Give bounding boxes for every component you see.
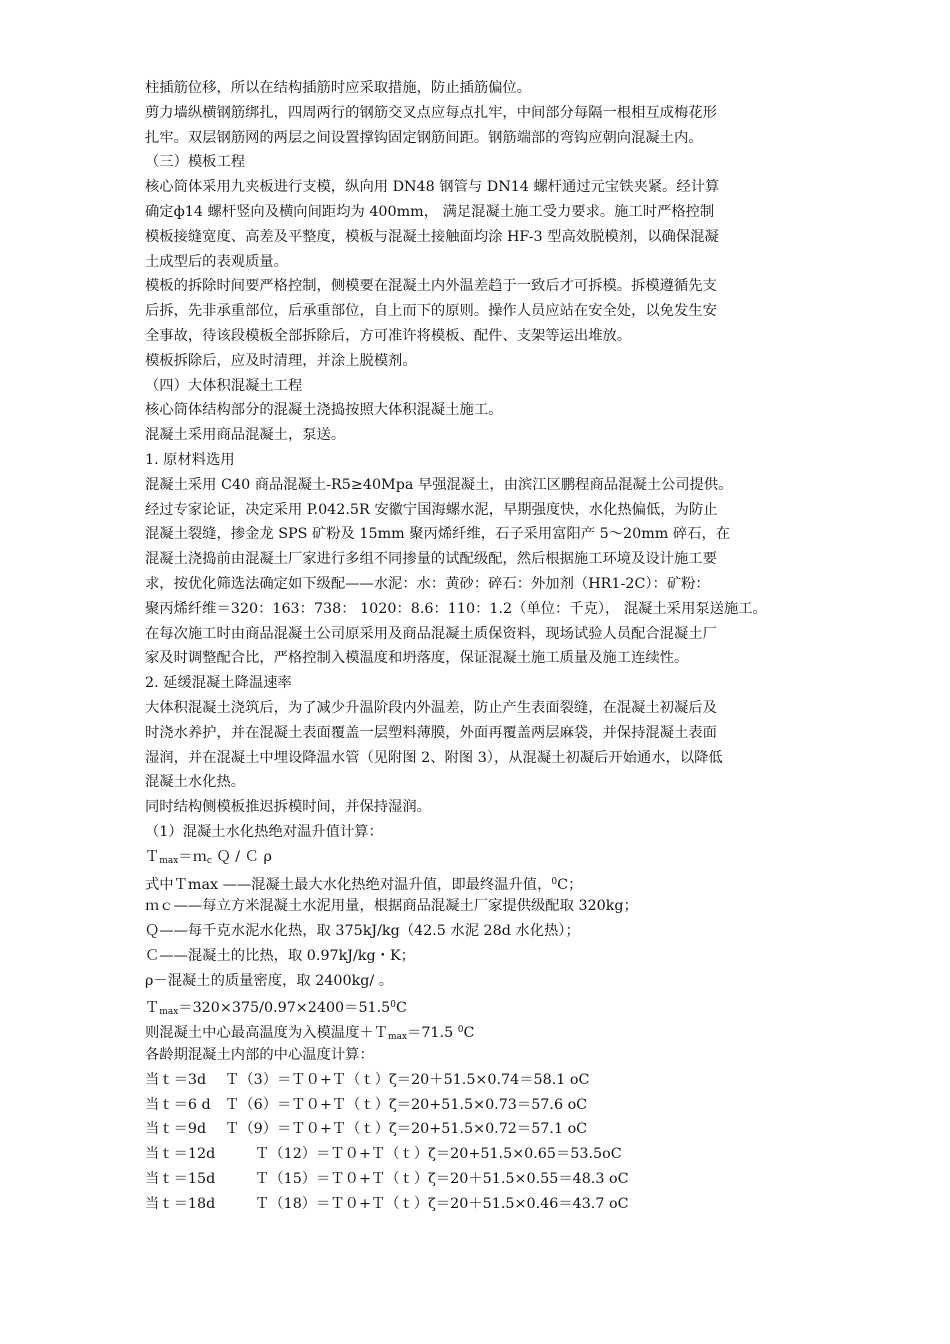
calc-when: 当ｔ＝3d [145, 1071, 207, 1088]
calc-row [145, 1192, 810, 1217]
text-line: 家及时调整配合比，严格控制入模温度和坍落度，保证混凝土施工质量及施工连续性。 [145, 650, 689, 667]
center-temp-calculations [145, 1068, 810, 1217]
text-line: 混凝土采用 C40 商品混凝土-R5≥40Mpa 早强混凝土，由滨江区鹏程商品混凝土公司提供。 [145, 476, 733, 493]
formula-tmax: Ｔ$_{max}$＝ｍ$_c$ Ｑ / Ｃ ρ [145, 848, 272, 866]
text-line: （三）模板工程 [145, 154, 246, 171]
text-line: （四）大体积混凝土工程 [145, 377, 303, 394]
text-line: 1. 原材料选用 [145, 451, 235, 468]
text-line: 大体积混凝土浇筑后，为了减少升温阶段内外温差，防止产生表面裂缝，在混凝土初凝后及 [145, 699, 717, 716]
calc-row [145, 1167, 810, 1192]
document-page [145, 76, 810, 1217]
calc-row [145, 1093, 810, 1118]
text-line: 确定ф14 螺杆竖向及横向间距均为 400mm， 满足混凝土施工受力要求。施工时严格控制 [145, 203, 715, 220]
text-line: （1）混凝土水化热绝对温升值计算： [145, 823, 383, 840]
text-line: 后拆，先非承重部位，后承重部位，自上而下的原则。操作人员应站在安全处，以免发生安 [145, 303, 717, 320]
text-line: 聚丙烯纤维＝320：163：738： 1020：8.6：110：1.2（单位：千克）， 混凝土采用泵送施工。 [145, 600, 767, 617]
text-line: 同时结构侧模板推迟拆模时间，并保持湿润。 [145, 799, 431, 816]
calc-when: 当ｔ＝12d [145, 1146, 216, 1163]
calc-row [145, 1142, 810, 1167]
definition-mc: ｍｃ——每立方米混凝土水泥用量，根据商品混凝土厂家提供级配取 320kg； [145, 898, 638, 915]
text-line: 模板接缝宽度、高差及平整度，模板与混凝土接触面均涂 HF-3 型高效脱模剂，以确保混凝 [145, 228, 719, 245]
calc-expression: Ｔ（15）＝Ｔ０+Ｔ（ｔ）ζ＝20＋51.5×0.55＝48.3 oC [255, 1171, 629, 1188]
definition-rho: ρ－混凝土的质量密度，取 2400kg/ 。 [145, 972, 394, 989]
body-text [145, 76, 810, 845]
definition-q: Ｑ——每千克水泥水化热，取 375kJ/kg（42.5 水泥 28d 水化热）； [145, 923, 580, 940]
text-line: 求，按优化筛选法确定如下级配——水泥：水：黄砂：碎石：外加剂（HR1-2C）：矿粉： [145, 575, 710, 592]
text-line: 模板的拆除时间要严格控制，侧模要在混凝土内外温差趋于一致后才可拆模。拆模遵循先支 [145, 278, 717, 295]
calc-when: 当ｔ＝15d [145, 1171, 216, 1188]
text-line: 扎牢。双层钢筋网的两层之间设置撑钩固定钢筋间距。钢筋端部的弯钩应朝向混凝土内。 [145, 129, 703, 146]
text-line: 2. 延缓混凝土降温速率 [145, 675, 292, 692]
calc-expression: Ｔ（3）＝Ｔ０+Ｔ（ｔ）ζ＝20＋51.5×0.74＝58.1 oC [225, 1071, 590, 1088]
text-line: 模板拆除后，应及时清理，并涂上脱模剂。 [145, 352, 417, 369]
text-line: 核心筒体结构部分的混凝土浇捣按照大体积混凝土施工。 [145, 402, 503, 419]
formula-tmax-value: $T_{max}=320\times 375/0.97\times 2400=51.5^0C$ [145, 1000, 407, 1018]
center-temp-title: 各龄期混凝土内部的中心温度计算： [145, 1047, 374, 1064]
calc-row [145, 1068, 810, 1093]
calc-expression: Ｔ（9）＝Ｔ０+Ｔ（ｔ）ζ＝20+51.5×0.72＝57.1 oC [225, 1121, 588, 1138]
text-line: 剪力墙纵横钢筋绑扎，四周两行的钢筋交叉点应每点扎牢，中间部分每隔一根相互成梅花形 [145, 104, 717, 121]
calc-expression: Ｔ（18）＝Ｔ０+Ｔ（ｔ）ζ＝20＋51.5×0.46＝43.7 oC [255, 1195, 629, 1212]
text-line: 经过专家论证，决定采用 P.042.5R 安徽宁国海螺水泥，早期强度快，水化热偏低，为防止 [145, 501, 718, 518]
calc-expression: Ｔ（12）＝Ｔ０+Ｔ（ｔ）ζ＝20+51.5×0.65＝53.5oC [255, 1146, 622, 1163]
definition-tmax: 式中Ｔmax ——混凝土最大水化热绝对温升值，即最终温升值，$^0$C； [145, 876, 583, 893]
text-line: 全事故，待该段模板全部拆除后，方可准许将模板、配件、支架等运出堆放。 [145, 327, 632, 344]
text-line: 核心筒体采用九夹板进行支模，纵向用 DN48 钢管与 DN14 螺杆通过元宝铁夹紧。经计算 [145, 179, 720, 196]
text-line: 湿润，并在混凝土中埋设降温水管（见附图 2、附图 3），从混凝土初凝后开始通水，以降低 [145, 749, 723, 766]
text-line: 混凝土水化热。 [145, 774, 246, 791]
text-line: 在每次施工时由商品混凝土公司原采用及商品混凝土质保资料，现场试验人员配合混凝土厂 [145, 625, 717, 642]
calc-when: 当ｔ＝6 d [145, 1096, 211, 1113]
text-line: 混凝土浇捣前由混凝土厂家进行多组不同掺量的试配级配，然后根据施工环境及设计施工要 [145, 551, 717, 568]
calc-row [145, 1117, 810, 1142]
text-line: 混凝土裂缝，掺金龙 SPS 矿粉及 15mm 聚丙烯纤维，石子采用富阳产 5～20mm 碎石，在 [145, 526, 731, 543]
text-line: 柱插筋位移，所以在结构插筋时应采取措施，防止插筋偏位。 [145, 80, 532, 96]
definition-c: Ｃ——混凝土的比热，取 0.97kJ/kg・K； [145, 947, 415, 964]
text-line: 混凝土采用商品混凝土，泵送。 [145, 427, 346, 444]
calc-when: 当ｔ＝9d [145, 1121, 207, 1138]
calc-when: 当ｔ＝18d [145, 1195, 216, 1212]
calc-expression: Ｔ（6）＝Ｔ０+Ｔ（ｔ）ζ＝20+51.5×0.73＝57.6 oC [225, 1096, 588, 1113]
formula-center-max: 则混凝土中心最高温度为入模温度＋Ｔ$_{max}$＝71.5 $^0$C [145, 1025, 475, 1043]
text-line: 土成型后的表观质量。 [145, 253, 288, 270]
text-line: 时浇水养护，并在混凝土表面覆盖一层塑料薄膜，外面再覆盖两层麻袋，并保持混凝土表面 [145, 724, 717, 741]
